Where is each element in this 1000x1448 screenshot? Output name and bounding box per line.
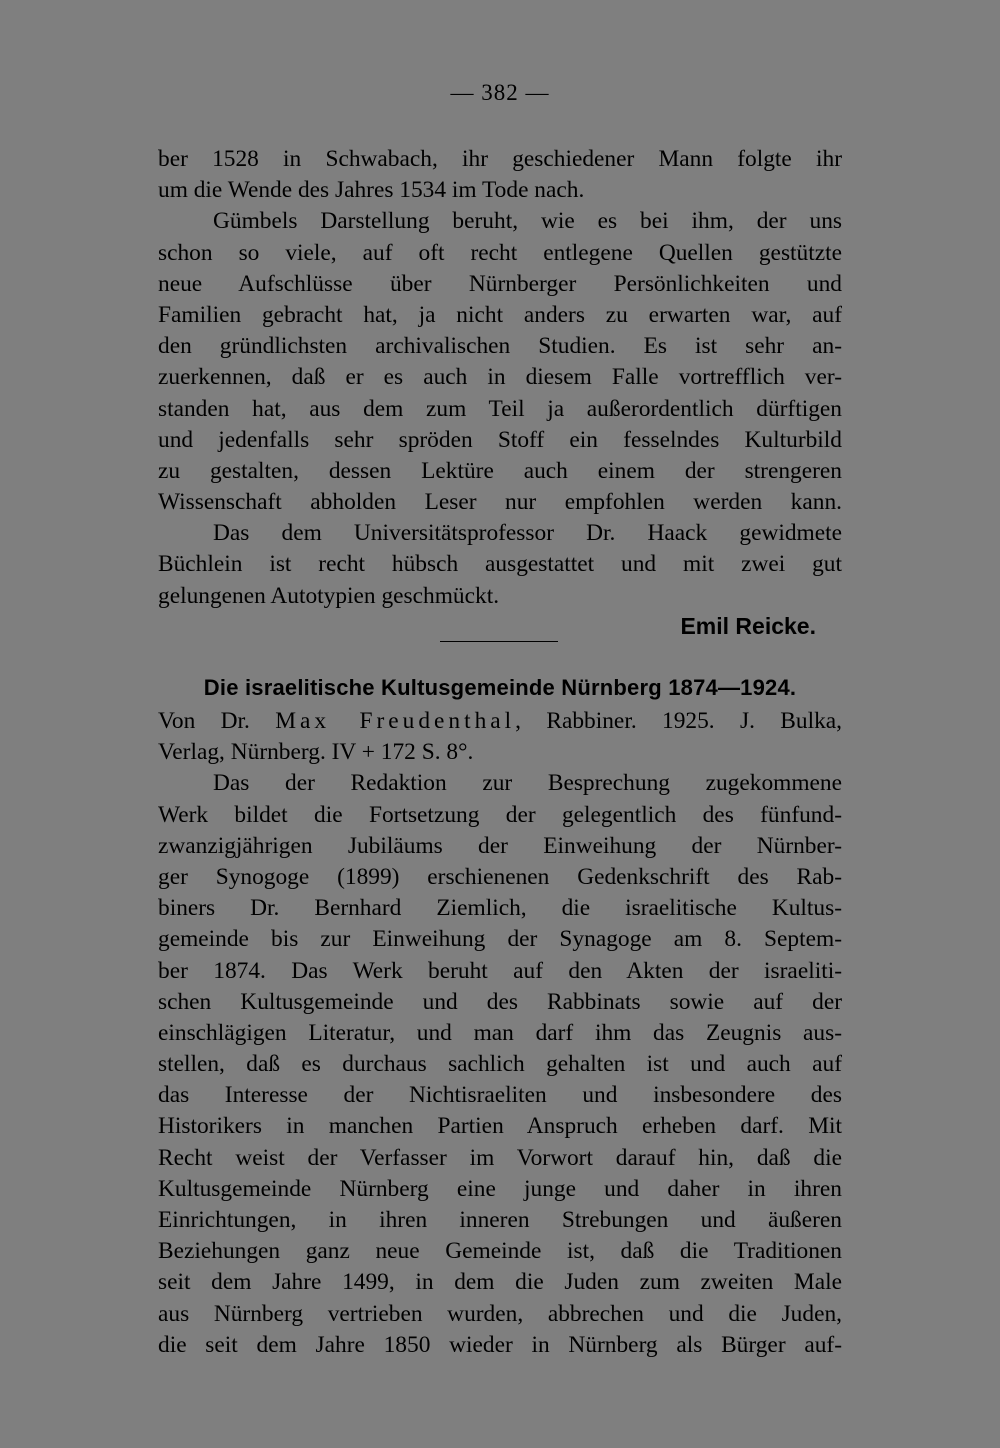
text-line: ger Synogoge (1899) erschienenen Gedenkschrift des Rab- xyxy=(158,863,842,890)
text-line: einschlägigen Literatur, und man darf ihm das Zeugnis aus- xyxy=(158,1019,842,1046)
page-number: — 382 — xyxy=(450,80,550,105)
text-line: Recht weist der Verfasser im Vorwort darauf hin, daß die xyxy=(158,1144,842,1171)
text-line: Kultusgemeinde Nürnberg eine junge und daher in ihren xyxy=(158,1175,842,1202)
text-line: Das der Redaktion zur Besprechung zugekommene xyxy=(213,770,842,797)
text-line: und jedenfalls sehr spröden Stoff ein fesselndes Kulturbild xyxy=(158,426,842,453)
second-review-body xyxy=(158,706,842,1361)
author-prefix: Von Dr. xyxy=(158,708,250,734)
text-line: schen Kultusgemeinde und des Rabbinats sowie auf der xyxy=(158,988,842,1015)
text-line: Werk bildet die Fortsetzung der gelegentlich des fünfund- xyxy=(158,801,842,828)
text-line: Büchlein ist recht hübsch ausgestattet und mit zwei gut xyxy=(158,551,842,578)
bibliographic-line: Verlag, Nürnberg. IV + 172 S. 8°. xyxy=(158,739,474,766)
text-line: gemeinde bis zur Einweihung der Synagoge am 8. Septem- xyxy=(158,926,842,953)
text-line: die seit dem Jahre 1850 wieder in Nürnberg als Bürger auf- xyxy=(158,1331,842,1358)
text-line: zu gestalten, dessen Lektüre auch einem der strengeren xyxy=(158,457,842,484)
text-line: zuerkennen, daß er es auch in diesem Falle vortrefflich ver- xyxy=(158,364,842,391)
author-name: Max Freudenthal xyxy=(275,708,516,734)
text-line: das Interesse der Nichtisraeliten und insbesondere des xyxy=(158,1082,842,1109)
text-line: neue Aufschlüsse über Nürnberger Persönlichkeiten und xyxy=(158,270,842,297)
text-line: stellen, daß es durchaus sachlich gehalten ist und auch auf xyxy=(158,1051,842,1078)
text-line: schon so viele, auf oft recht entlegene Quellen gestützte xyxy=(158,239,842,266)
text-line: Historikers in manchen Partien Anspruch erheben darf. Mit xyxy=(158,1113,842,1140)
text-line: Wissenschaft abholden Leser nur empfohlen werden kann. xyxy=(158,489,842,516)
text-line: aus Nürnberg vertrieben wurden, abbrechen und die Juden, xyxy=(158,1300,842,1327)
text-line: um die Wende des Jahres 1534 im Tode nach. xyxy=(158,177,585,204)
text-line: Beziehungen ganz neue Gemeinde ist, daß die Traditionen xyxy=(158,1238,842,1265)
text-line: ber 1528 in Schwabach, ihr geschiedener Mann folgte ihr xyxy=(158,146,842,172)
text-line: seit dem Jahre 1499, in dem die Juden zum zweiten Male xyxy=(158,1269,842,1296)
text-line: Das dem Universitätsprofessor Dr. Haack gewidmete xyxy=(213,520,842,547)
text-line: Gümbels Darstellung beruht, wie es bei ihm, der uns xyxy=(213,208,842,235)
first-review-body xyxy=(158,144,842,612)
section-divider xyxy=(440,641,558,642)
text-line: gelungenen Autotypien geschmückt. xyxy=(158,582,500,609)
bibliographic-line xyxy=(158,706,842,737)
bibliographic-details: , Rabbiner. 1925. J. Bulka, xyxy=(515,708,842,734)
text-line: den gründlichsten archivalischen Studien. Es ist sehr an- xyxy=(158,333,842,360)
text-line: standen hat, aus dem zum Teil ja außerordentlich dürftigen xyxy=(158,395,842,422)
text-line: biners Dr. Bernhard Ziemlich, die israelitische Kultus- xyxy=(158,895,842,922)
review-title: Die israelitische Kultusgemeinde Nürnberg 1874—1924. xyxy=(203,675,797,700)
text-line: Familien gebracht hat, ja nicht anders zu erwarten war, auf xyxy=(158,301,842,328)
text-line: zwanzigjährigen Jubiläums der Einweihung der Nürnber- xyxy=(158,832,842,859)
reviewer-signature: Emil Reicke. xyxy=(680,613,816,639)
document-page xyxy=(158,0,842,1448)
text-line: ber 1874. Das Werk beruht auf den Akten der israeliti- xyxy=(158,957,842,984)
text-line: Einrichtungen, in ihren inneren Strebungen und äußeren xyxy=(158,1207,842,1233)
